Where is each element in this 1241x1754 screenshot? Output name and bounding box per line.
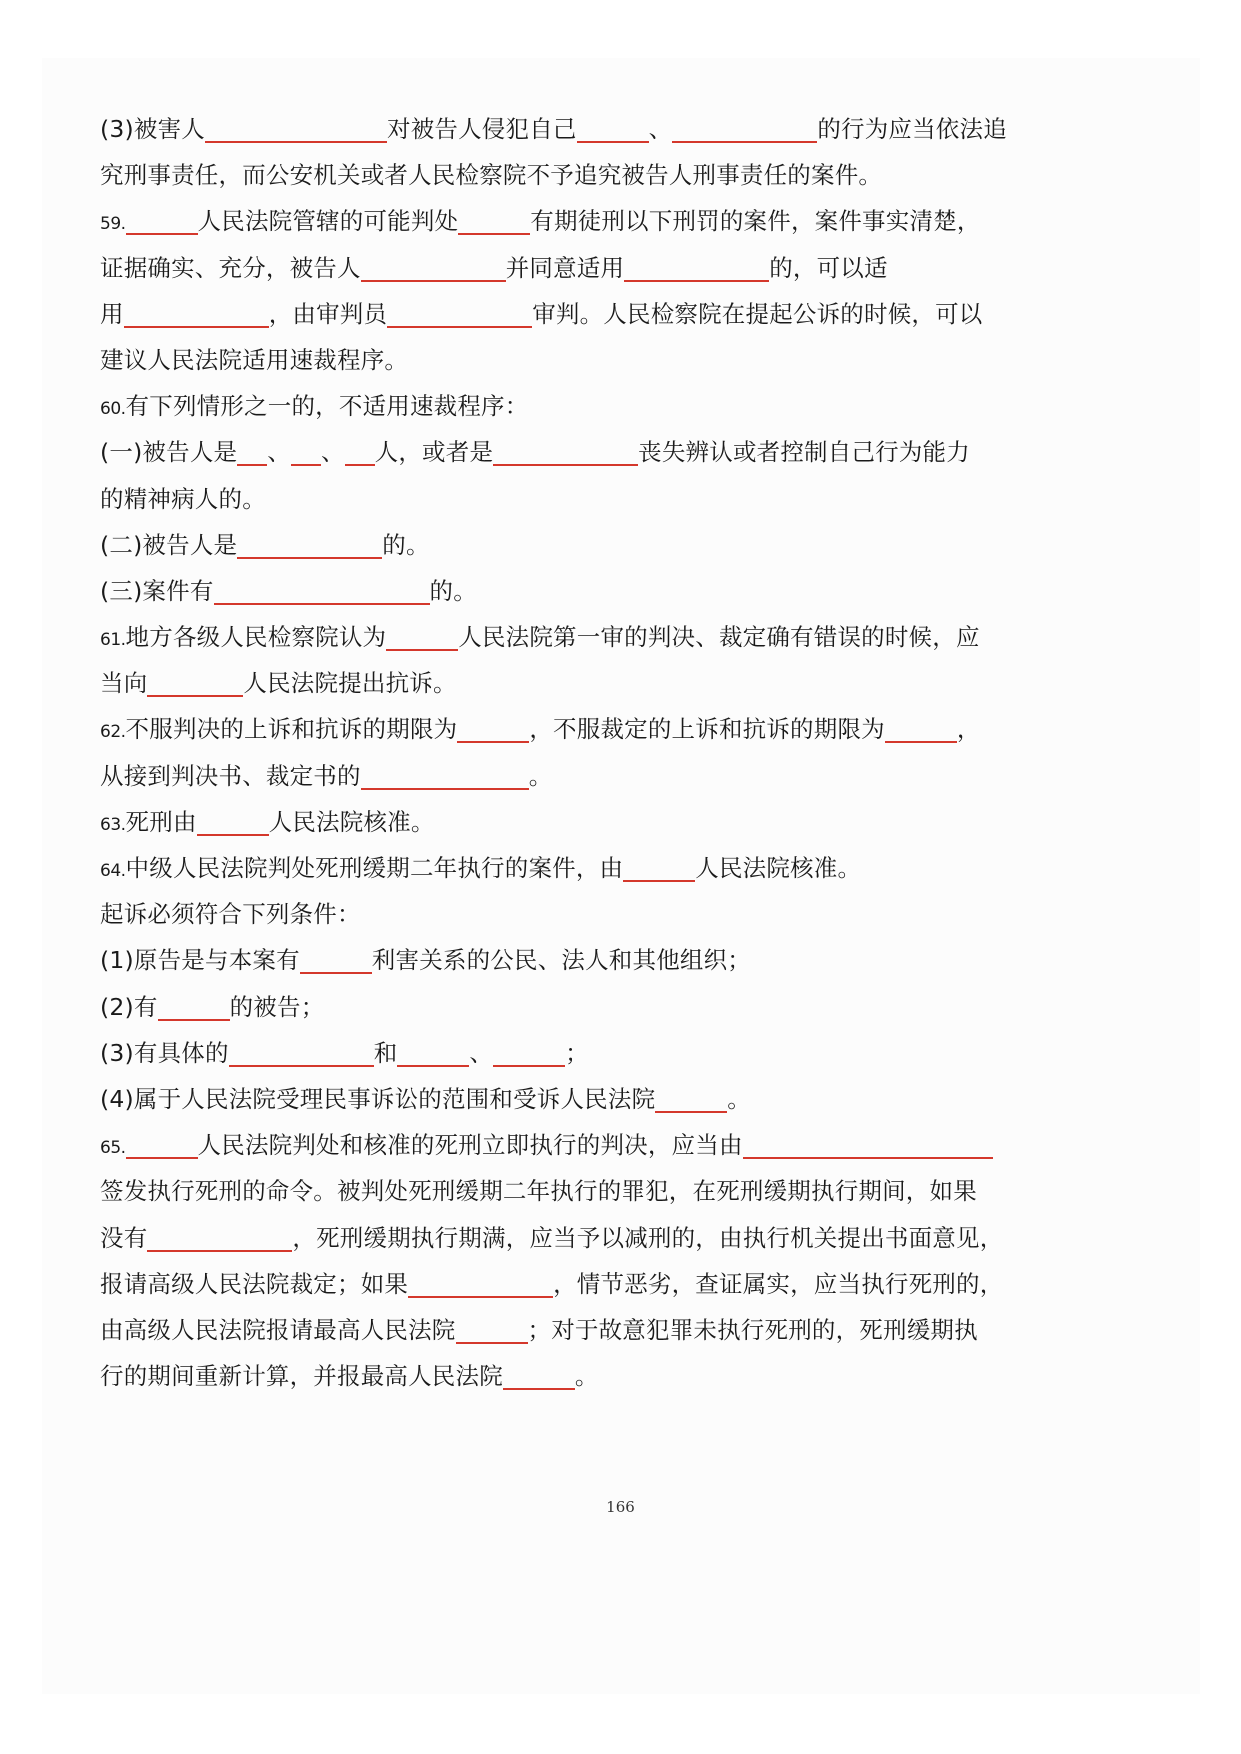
text: 的。 bbox=[429, 576, 477, 605]
text-line bbox=[100, 1261, 1020, 1307]
text: (三)案件有 bbox=[100, 576, 214, 605]
text: 和 bbox=[373, 1038, 398, 1067]
text-line bbox=[100, 476, 1020, 522]
text: 地方各级人民检察院认为 bbox=[125, 623, 387, 652]
text: ，不服裁定的上诉和抗诉的期限为 bbox=[529, 715, 885, 744]
text: 、 bbox=[469, 1038, 494, 1067]
fill-blank bbox=[885, 711, 957, 743]
text: 。 bbox=[528, 761, 553, 790]
question-number: 65. bbox=[100, 1138, 126, 1159]
text: (3)有具体的 bbox=[100, 1038, 229, 1067]
fill-blank bbox=[291, 434, 321, 466]
text: (4)属于人民法院受理民事诉讼的范围和受诉人民法院 bbox=[100, 1084, 656, 1113]
text: 的行为应当依法追 bbox=[817, 115, 1007, 143]
text: 的精神病人的。 bbox=[100, 484, 266, 513]
text: 的被告； bbox=[229, 992, 325, 1021]
question-number: 63. bbox=[100, 814, 126, 835]
fill-blank bbox=[147, 1220, 292, 1252]
fill-blank bbox=[147, 665, 243, 697]
text: 审判。人民检察院在提起公诉的时候，可以 bbox=[532, 299, 983, 328]
text: 死刑由 bbox=[125, 807, 197, 836]
text: 从接到判决书、裁定书的 bbox=[100, 761, 361, 790]
text-line bbox=[100, 891, 1020, 937]
fill-blank bbox=[577, 111, 649, 143]
text: ； bbox=[565, 1038, 589, 1067]
text: 证据确实、充分，被告人 bbox=[100, 253, 361, 282]
question-60 bbox=[100, 383, 1020, 429]
text: 起诉必须符合下列条件： bbox=[100, 900, 361, 929]
text: 、 bbox=[320, 438, 345, 467]
text-line bbox=[100, 337, 1020, 383]
text: 人，或者是 bbox=[374, 438, 494, 467]
fill-blank bbox=[237, 527, 382, 559]
fill-blank bbox=[158, 989, 230, 1021]
text: 人民法院核准。 bbox=[695, 854, 862, 882]
text: 究刑事责任，而公安机关或者人民检察院不予追究被告人刑事责任的案件。 bbox=[100, 161, 883, 190]
text: (1)原告是与本案有 bbox=[100, 946, 300, 975]
fill-blank bbox=[408, 1266, 553, 1298]
question-59 bbox=[100, 198, 1020, 244]
question-65 bbox=[100, 1122, 1020, 1168]
text: 有期徒刑以下刑罚的案件，案件事实清楚， bbox=[530, 207, 981, 236]
text-line bbox=[100, 1076, 1020, 1122]
text: 没有 bbox=[100, 1223, 148, 1252]
question-63 bbox=[100, 799, 1020, 845]
question-number: 59. bbox=[100, 214, 126, 235]
fill-blank bbox=[672, 111, 817, 143]
text: 、 bbox=[648, 115, 673, 143]
text: 利害关系的公民、法人和其他组织； bbox=[371, 946, 751, 975]
text: 并同意适用 bbox=[505, 253, 625, 282]
text: ，情节恶劣，查证属实，应当执行死刑的， bbox=[553, 1269, 1004, 1298]
fill-blank bbox=[456, 1312, 528, 1344]
fill-blank bbox=[126, 1127, 198, 1159]
question-number: 62. bbox=[100, 722, 126, 743]
text-line bbox=[100, 291, 1020, 337]
text-line bbox=[100, 660, 1020, 706]
fill-blank bbox=[237, 434, 267, 466]
fill-blank bbox=[126, 203, 198, 235]
text-line bbox=[100, 1215, 1020, 1261]
text: 人民法院核准。 bbox=[268, 807, 435, 836]
text: 对被告人侵犯自己 bbox=[387, 115, 577, 143]
text-line bbox=[100, 1307, 1020, 1353]
text: 的。 bbox=[382, 530, 430, 559]
text: 人民法院第一审的判决、裁定确有错误的时候，应 bbox=[458, 623, 980, 652]
text: (2)有 bbox=[100, 992, 158, 1021]
text: 中级人民法院判处死刑缓期二年执行的案件，由 bbox=[125, 854, 624, 882]
fill-blank bbox=[387, 296, 532, 328]
text: (二)被告人是 bbox=[100, 530, 238, 559]
fill-blank bbox=[386, 619, 458, 651]
fill-blank bbox=[361, 758, 529, 790]
text-line bbox=[100, 1168, 1020, 1214]
fill-blank bbox=[743, 1127, 993, 1159]
text-line bbox=[100, 106, 1020, 152]
question-number: 64. bbox=[100, 861, 126, 881]
text: 当向 bbox=[100, 669, 148, 698]
text: 。 bbox=[727, 1084, 751, 1113]
text: ，死刑缓期执行期满，应当予以减刑的，由执行机关提出书面意见， bbox=[292, 1223, 1004, 1252]
fill-blank bbox=[624, 250, 769, 282]
fill-blank bbox=[493, 434, 638, 466]
text: ，由审判员 bbox=[268, 299, 388, 328]
text: 人民法院提出抗诉。 bbox=[243, 669, 457, 698]
text: 建议人民法院适用速裁程序。 bbox=[100, 345, 409, 374]
text: 报请高级人民法院裁定；如果 bbox=[100, 1269, 409, 1298]
document-body bbox=[100, 106, 1020, 1399]
text-line bbox=[100, 753, 1020, 799]
question-62 bbox=[100, 706, 1020, 752]
fill-blank bbox=[493, 1035, 565, 1067]
text: 。 bbox=[574, 1362, 599, 1391]
question-number: 61. bbox=[100, 630, 126, 651]
fill-blank bbox=[214, 573, 430, 605]
text-line bbox=[100, 1353, 1020, 1399]
fill-blank bbox=[457, 711, 529, 743]
text: 人民法院管辖的可能判处 bbox=[197, 207, 459, 236]
text: 用 bbox=[100, 299, 124, 328]
text-line bbox=[100, 429, 1020, 475]
text: 签发执行死刑的命令。被判处死刑缓期二年执行的罪犯，在死刑缓期执行期间，如果 bbox=[100, 1177, 977, 1206]
fill-blank bbox=[197, 804, 269, 836]
text: 丧失辨认或者控制自己行为能力 bbox=[638, 438, 970, 467]
text: 行的期间重新计算，并报最高人民法院 bbox=[100, 1362, 503, 1391]
text: ；对于故意犯罪未执行死刑的，死刑缓期执 bbox=[527, 1315, 978, 1344]
text: 、 bbox=[267, 438, 291, 467]
text: ， bbox=[956, 715, 981, 744]
text-line bbox=[100, 522, 1020, 568]
text: 有下列情形之一的，不适用速裁程序： bbox=[125, 392, 529, 421]
text: 由高级人民法院报请最高人民法院 bbox=[100, 1315, 456, 1344]
fill-blank bbox=[300, 942, 372, 974]
fill-blank bbox=[655, 1081, 727, 1113]
fill-blank bbox=[623, 850, 695, 882]
fill-blank bbox=[124, 296, 269, 328]
fill-blank bbox=[361, 250, 506, 282]
text: 人民法院判处和核准的死刑立即执行的判决，应当由 bbox=[197, 1131, 743, 1160]
question-64 bbox=[100, 845, 1020, 891]
text-line bbox=[100, 937, 1020, 983]
fill-blank bbox=[205, 111, 387, 143]
fill-blank bbox=[229, 1035, 374, 1067]
page-number: 166 bbox=[606, 1498, 635, 1516]
fill-blank bbox=[503, 1358, 575, 1390]
text-line bbox=[100, 568, 1020, 614]
text: 不服判决的上诉和抗诉的期限为 bbox=[125, 715, 458, 744]
text: (一)被告人是 bbox=[100, 438, 238, 467]
text: 的，可以适 bbox=[769, 253, 888, 282]
fill-blank bbox=[345, 434, 375, 466]
question-number: 60. bbox=[100, 399, 126, 420]
fill-blank bbox=[458, 203, 530, 235]
fill-blank bbox=[397, 1035, 469, 1067]
text-line bbox=[100, 1030, 1020, 1076]
text-line bbox=[100, 984, 1020, 1030]
text-line bbox=[100, 152, 1020, 198]
question-61 bbox=[100, 614, 1020, 660]
text-line bbox=[100, 245, 1020, 291]
text: (3)被害人 bbox=[100, 115, 205, 143]
